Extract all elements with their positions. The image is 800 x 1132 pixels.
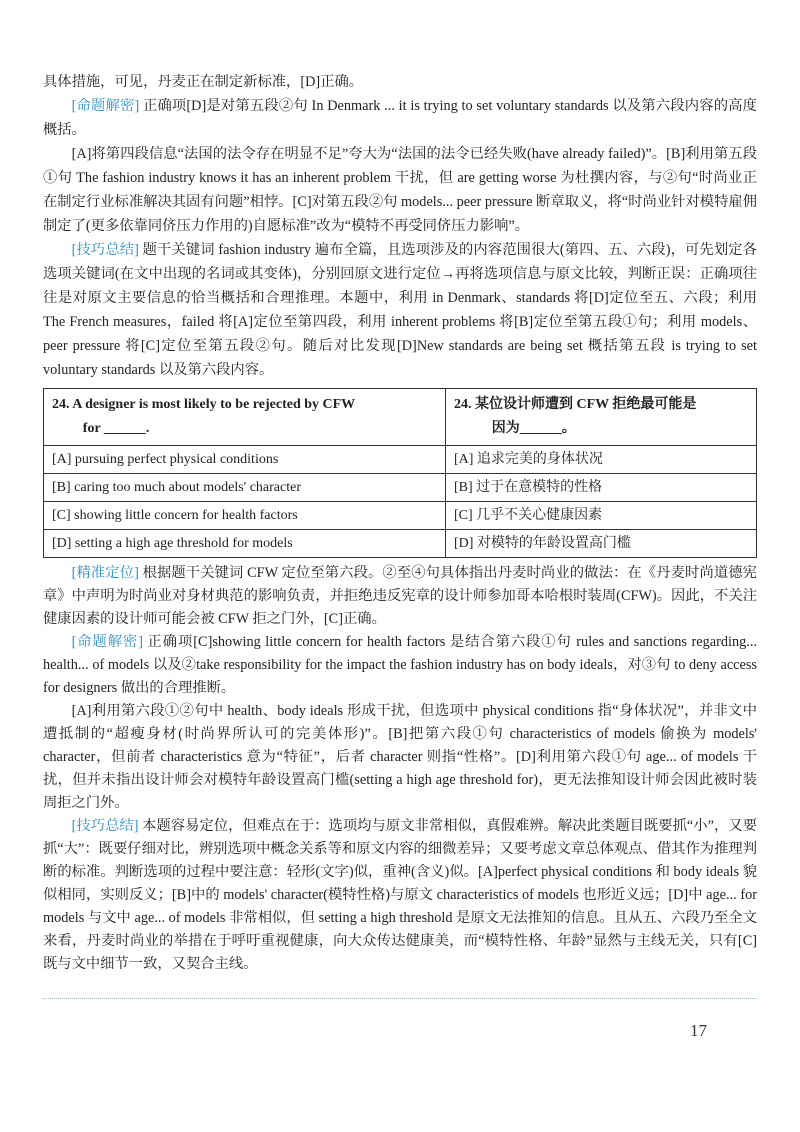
option-zh: [C] 几乎不关心健康因素 [446, 502, 757, 530]
question-row [44, 389, 757, 446]
paragraph [43, 70, 757, 94]
option-zh: [B] 过于在意模特的性格 [446, 474, 757, 502]
section-tag: [技巧总结] [71, 242, 139, 258]
paragraph-text: 正确项[C]showing little concern for health factors 是结合第六段①句 rules and sanctions regarding... health... of models 以及②take responsibility for the impact the fashion industry has on body ideals，对③句 to deny access for designers 做出的合理推断。 [43, 634, 757, 696]
paragraph [43, 238, 757, 382]
option-row [44, 502, 757, 530]
paragraph-text: [A]利用第六段①②句中 health、body ideals 形成干扰，但选项中 physical conditions 指“身体状况”，并非文中遭抵制的“超瘦身材(时尚界所认可的完美体形)”。[B]把第六段①句 characteristics of models 偷换为 models' character，但前者 characteristics 意为“特征”，后者 character 则指“性格”。[D]利用第六段①句 age... of models 干扰，但并未指出设计师会对模特年龄设置高门槛(setting a high age threshold for)，更无法推知设计师会因此被时装周拒之门外。 [43, 703, 757, 811]
paragraph-text: 具体措施，可见，丹麦正在制定新标准，[D]正确。 [43, 74, 364, 90]
question-zh-line: 24. 某位设计师遭到 CFW 拒绝最可能是 [454, 397, 697, 412]
page-number: 17 [690, 1021, 707, 1040]
option-en: [B] caring too much about models' character [44, 474, 446, 502]
paragraph-text: [A]将第四段信息“法国的法令存在明显不足”夸大为“法国的法令已经失败(have already failed)”。[B]利用第五段①句 The fashion industry knows it has an inherent problem 干扰，但 are getting worse 为杜撰内容，与②句“时尚业正在制定行业标准解决其固有问题”相悖。[C]对第五段②句 models... peer pressure 断章取义，将“时尚业针对模特雇佣制定了(更多依靠同侪压力作用的)自愿标准”改为“模特不再受同侪压力影响”。 [43, 146, 757, 234]
option-zh: [D] 对模特的年龄设置高门槛 [446, 530, 757, 558]
paragraph-text: 题干关键词 fashion industry 遍布全篇，且选项涉及的内容范围很大(第四、五、六段)，可先划定各选项关键词(在文中出现的名词或其变体)，分别回原文进行定位→再将选项信息与原文比较，判断正误：正确项往往是对原文主要信息的恰当概括和合理推理。本题中，利用 in Denmark、standards 将[D]定位至五、六段；利用 The French measures，failed 将[A]定位至第四段，利用 inherent problems 将[B]定位至第五段①句；利用 models、peer pressure 将[C]定位至第五段②句。随后对比发现[D]New standards are being set 概括第五段 is trying to set voluntary standards 以及第六段内容。 [43, 242, 757, 378]
question-en [44, 389, 446, 446]
question-table [43, 388, 757, 558]
question-en-line: 24. A designer is most likely to be rejected by CFW [52, 397, 356, 412]
option-row [44, 530, 757, 558]
paragraph-text: 本题容易定位，但难点在于：选项均与原文非常相似，真假难辨。解决此类题目既要抓“小”，又要抓“大”：既要仔细对比，辨别选项中概念关系等和原文内容的细微差异；又要考虑文章总体观点、借其作为推理判断的标准。判断选项的过程中要注意：轻形(文字)似，重神(含义)似。[A]perfect physical conditions 和 body ideals 貌似相同，实则反义；[B]中的 models' character(模特性格)与原文 characteristics of models 也形近义远；[D]中 age... for models 与文中 age... of models 非常相似，但 setting a high threshold 是原文无法推知的信息。且从五、六段乃至全文来看，丹麦时尚业的举措在于呼吁重视健康，向大众传达健康美，而“模特性格、年龄”显然与主线无关，只有[C]既与文中细节一致，又契合主线。 [43, 818, 757, 972]
option-en: [C] showing little concern for health factors [44, 502, 446, 530]
section-tag: [命题解密] [71, 98, 140, 114]
section-tag: [命题解密] [71, 634, 144, 650]
option-en: [A] pursuing perfect physical conditions [44, 446, 446, 474]
paragraph-text: 正确项[D]是对第五段②句 In Denmark ... it is trying to set voluntary standards 以及第六段内容的高度概括。 [43, 98, 757, 138]
paragraph [43, 142, 757, 238]
section-tag: [技巧总结] [71, 818, 139, 834]
paragraph [43, 562, 757, 631]
question-zh [446, 389, 757, 446]
paragraph [43, 815, 757, 976]
paragraph [43, 631, 757, 700]
option-zh: [A] 追求完美的身体状况 [446, 446, 757, 474]
question-en-line: for ______. [82, 421, 150, 436]
analysis-q24 [43, 562, 757, 976]
option-en: [D] setting a high age threshold for models [44, 530, 446, 558]
option-row [44, 474, 757, 502]
dotted-divider [43, 998, 757, 999]
question-zh-line: 因为______。 [491, 421, 576, 436]
analysis-q23 [43, 70, 757, 382]
option-row [44, 446, 757, 474]
paragraph-text: 根据题干关键词 CFW 定位至第六段。②至④句具体指出丹麦时尚业的做法：在《丹麦时尚道德宪章》中声明为时尚业对身材典范的影响负责，并拒绝违反宪章的设计师参加哥本哈根时装周(CFW)。因此，不关注健康因素的设计师可能会被 CFW 拒之门外，[C]正确。 [43, 565, 757, 627]
paragraph [43, 94, 757, 142]
section-tag: [精准定位] [71, 565, 139, 581]
paragraph [43, 700, 757, 815]
